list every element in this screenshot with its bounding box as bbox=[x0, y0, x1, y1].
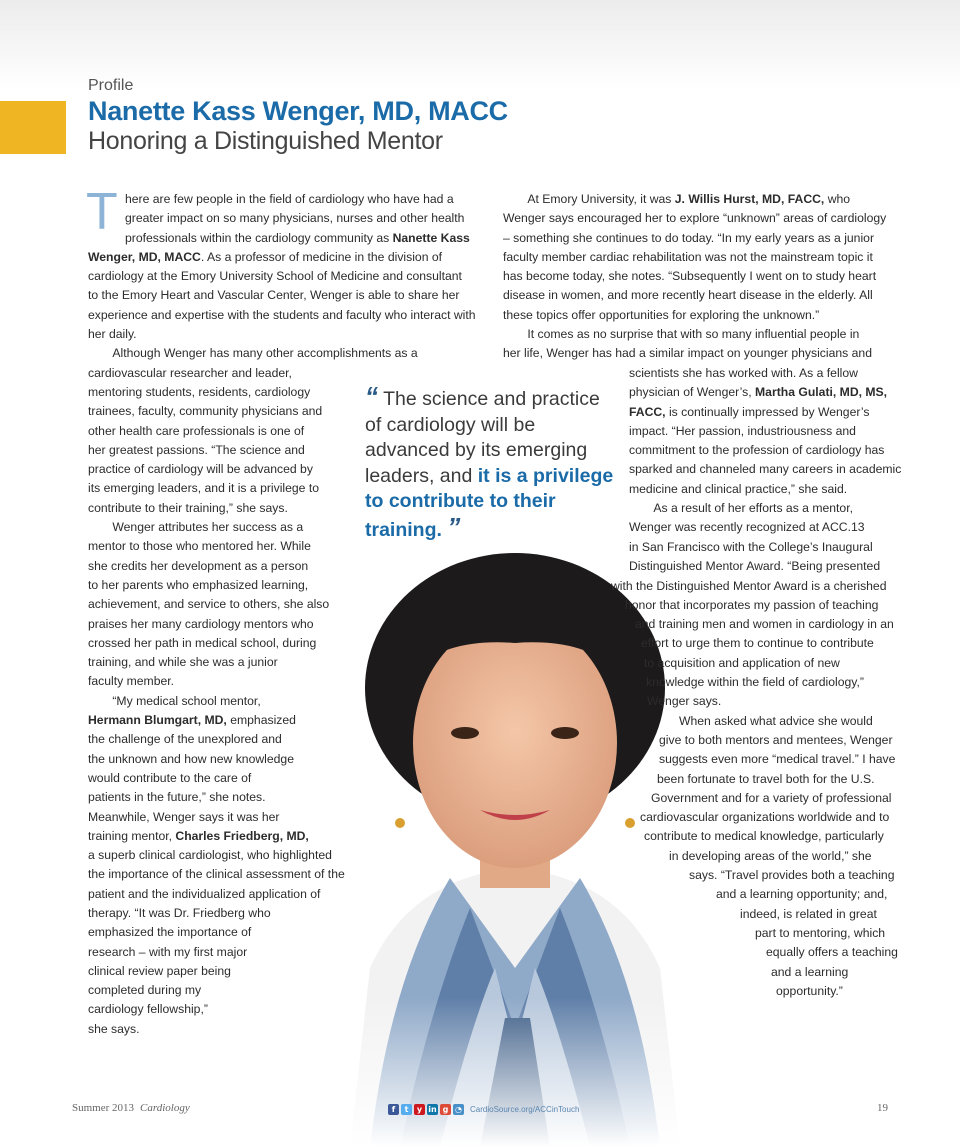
bold-name: Charles Friedberg, MD, bbox=[175, 828, 309, 843]
text-run: these topics offer opportunities for exploring the unknown.” bbox=[503, 307, 820, 322]
text-line bbox=[0, 673, 960, 692]
text-line bbox=[503, 267, 886, 286]
text-line bbox=[0, 712, 960, 731]
text-run: is continually impressed by Wenger’s bbox=[665, 404, 870, 419]
text-line bbox=[0, 827, 960, 846]
text-run: disease in women, and more recently heart disease in the elderly. All bbox=[503, 288, 873, 303]
text-run: in San Francisco with the College’s Inaugural bbox=[629, 540, 873, 554]
text-line bbox=[0, 982, 960, 1001]
close-quote-mark: ” bbox=[447, 511, 461, 542]
text-run: professionals within the cardiology community as bbox=[125, 230, 393, 245]
text-run: patients in the future,” she notes. bbox=[88, 790, 266, 805]
text-line bbox=[0, 654, 960, 673]
text-line bbox=[0, 750, 960, 769]
text-run: indeed, is related in great bbox=[740, 906, 877, 921]
footer-url[interactable]: CardioSource.org/ACCinTouch bbox=[470, 1104, 580, 1114]
pull-quote bbox=[365, 381, 615, 543]
text-run: medicine and clinical practice,” she said. bbox=[629, 481, 848, 496]
text-line bbox=[88, 286, 476, 305]
text-run: clinical review paper being bbox=[88, 963, 231, 978]
pull-quote-highlight: it is a privilege to contribute to their training. bbox=[365, 464, 614, 541]
text-run: she says. bbox=[88, 1021, 140, 1036]
text-line bbox=[88, 190, 476, 209]
text-line bbox=[503, 344, 886, 363]
article-title: Nanette Kass Wenger, MD, MACC bbox=[88, 96, 508, 126]
text-run: training, and while she was a junior bbox=[88, 655, 278, 670]
text-run: suggests even more “medical travel.” I have bbox=[659, 752, 896, 767]
text-run: Meanwhile, Wenger says it was her bbox=[88, 809, 280, 824]
text-line bbox=[0, 808, 960, 827]
text-line bbox=[0, 596, 960, 615]
text-line bbox=[88, 209, 476, 228]
text-line bbox=[629, 422, 901, 441]
text-run: cardiology at the Emory University School of Medicine and consultant bbox=[88, 269, 462, 284]
text-run: other health care professionals is one of bbox=[88, 423, 305, 438]
text-run: her life, Wenger has had a similar impact on younger physicians and bbox=[503, 346, 872, 361]
text-run: knowledge within the field of cardiology,” bbox=[646, 675, 864, 690]
text-line bbox=[629, 518, 901, 537]
text-line bbox=[629, 480, 901, 499]
text-run: Wenger attributes her success as a bbox=[88, 520, 304, 535]
bold-name: FACC, bbox=[629, 404, 666, 419]
text-line bbox=[0, 905, 960, 924]
text-run: emphasized bbox=[226, 713, 296, 728]
text-line bbox=[88, 364, 476, 383]
text-run: “My medical school mentor, bbox=[88, 693, 261, 708]
footer-season: Summer 2013 bbox=[72, 1102, 135, 1114]
text-run: with the Distinguished Mentor Award is a cherished bbox=[611, 578, 887, 593]
googleplus-icon[interactable]: g bbox=[440, 1104, 451, 1115]
text-run: to the Emory Heart and Vascular Center, Wenger is able to share her bbox=[88, 288, 460, 303]
article-subtitle: Honoring a Distinguished Mentor bbox=[88, 127, 443, 155]
text-line bbox=[0, 557, 960, 576]
text-run: crossed her path in medical school, during bbox=[88, 635, 317, 650]
social-links bbox=[388, 1102, 579, 1116]
text-run: – something she continues to do today. “In my early years as a junior bbox=[503, 230, 875, 245]
text-run: physician of Wenger’s, bbox=[629, 385, 756, 400]
text-line bbox=[503, 229, 886, 248]
text-line bbox=[88, 1020, 476, 1039]
text-run: here are few people in the field of cardiology who have had a bbox=[125, 192, 454, 206]
text-line bbox=[0, 731, 960, 750]
text-line bbox=[88, 344, 476, 363]
text-run: give to both mentors and mentees, Wenger bbox=[659, 732, 893, 747]
text-run: greater impact on so many physicians, nurses and other health bbox=[125, 211, 465, 226]
text-run: Wenger says encouraged her to explore “unknown” areas of cardiology bbox=[503, 211, 887, 226]
text-line bbox=[503, 209, 886, 228]
text-line bbox=[0, 943, 960, 962]
text-run: cardiovascular researcher and leader, bbox=[88, 365, 292, 380]
section-label: Profile bbox=[88, 77, 134, 94]
text-run: her greatest passions. “The science and bbox=[88, 442, 305, 457]
text-run: and a learning bbox=[771, 964, 849, 979]
text-run: Wenger says. bbox=[647, 694, 722, 709]
twitter-icon[interactable]: t bbox=[401, 1104, 412, 1115]
text-run: a superb clinical cardiologist, who highlighted bbox=[88, 848, 332, 863]
text-line bbox=[629, 499, 901, 518]
text-run: impact. “Her passion, industriousness and bbox=[629, 423, 856, 438]
text-run: the unknown and how new knowledge bbox=[88, 751, 294, 766]
text-run: faculty member. bbox=[88, 674, 175, 689]
rss-icon[interactable]: ◔ bbox=[453, 1104, 464, 1115]
text-run: Wenger was recently recognized at ACC.13 bbox=[629, 520, 865, 535]
text-line bbox=[503, 248, 886, 267]
text-run: . As a professor of medicine in the division of bbox=[200, 249, 443, 264]
text-run: opportunity.” bbox=[776, 983, 843, 998]
linkedin-icon[interactable]: in bbox=[428, 1104, 437, 1114]
text-line bbox=[88, 267, 476, 286]
text-line bbox=[503, 286, 886, 305]
text-run: contribute to medical knowledge, particularly bbox=[644, 829, 884, 844]
footer-issue bbox=[72, 1102, 190, 1114]
text-line bbox=[503, 190, 886, 209]
bold-name: J. Willis Hurst, MD, FACC, bbox=[674, 192, 825, 206]
facebook-icon[interactable]: f bbox=[388, 1104, 399, 1115]
text-run: experience and expertise with the students and faculty who interact with bbox=[88, 307, 476, 322]
text-run: Government and for a variety of professional bbox=[651, 790, 892, 805]
text-run: completed during my bbox=[88, 983, 202, 998]
text-line bbox=[629, 403, 901, 422]
text-run: cardiology fellowship,” bbox=[88, 1002, 208, 1017]
footer-magazine: Cardiology bbox=[140, 1102, 190, 1114]
text-run: As a result of her efforts as a mentor, bbox=[629, 501, 853, 516]
text-run: her daily. bbox=[88, 327, 137, 342]
text-run: scientists she has worked with. As a fellow bbox=[629, 366, 858, 380]
open-quote-mark: “ bbox=[365, 381, 378, 411]
text-run: therapy. “It was Dr. Friedberg who bbox=[88, 905, 271, 920]
text-run: commitment to the profession of cardiology has bbox=[629, 443, 885, 458]
bold-name: Hermann Blumgart, MD, bbox=[88, 713, 227, 728]
text-run: Distinguished Mentor Award. “Being presented bbox=[629, 559, 881, 574]
text-run: cardiovascular organizations worldwide and to bbox=[640, 810, 890, 825]
text-line bbox=[629, 364, 901, 383]
text-run: contribute to their training,” she says. bbox=[88, 500, 288, 515]
text-run: praises her many cardiology mentors who bbox=[88, 616, 314, 631]
text-run: achievement, and service to others, she also bbox=[88, 597, 330, 612]
text-run: and a learning opportunity; and, bbox=[716, 887, 888, 902]
text-run: in developing areas of the world,” she bbox=[669, 848, 872, 863]
right-column-bottom bbox=[0, 538, 960, 1001]
text-line bbox=[0, 789, 960, 808]
text-line bbox=[629, 383, 901, 402]
text-run: training mentor, bbox=[88, 828, 176, 843]
text-run: research – with my first major bbox=[88, 944, 248, 959]
text-line bbox=[0, 770, 960, 789]
text-run: At Emory University, it was bbox=[503, 192, 675, 206]
text-line bbox=[0, 634, 960, 653]
text-run: When asked what advice she would bbox=[679, 713, 873, 728]
text-run: faculty member cardiac rehabilitation was not the mainstream topic it bbox=[503, 249, 873, 264]
text-line bbox=[0, 885, 960, 904]
text-run: its emerging leaders, and it is a privilege to bbox=[88, 481, 320, 496]
text-line bbox=[503, 306, 886, 325]
text-line bbox=[0, 924, 960, 943]
text-run: the importance of the clinical assessment of the bbox=[88, 867, 345, 882]
text-run: sparked and channeled many careers in academic bbox=[629, 462, 902, 477]
right-column-wrap bbox=[629, 364, 901, 538]
text-line bbox=[88, 325, 476, 344]
accent-bar bbox=[0, 101, 66, 154]
text-line bbox=[0, 847, 960, 866]
text-run: It comes as no surprise that with so many influential people in bbox=[503, 327, 860, 342]
text-run: Although Wenger has many other accomplishments as a bbox=[88, 346, 418, 361]
text-line bbox=[88, 248, 476, 267]
text-run: mentor to those who mentored her. While bbox=[88, 539, 311, 554]
text-run: effort to urge them to continue to contribute bbox=[641, 636, 874, 651]
text-run: practice of cardiology will be advanced by bbox=[88, 462, 313, 477]
pull-quote-text: The science and practice of cardiology will be advanced by its emerging leaders, and bbox=[365, 388, 600, 487]
text-line bbox=[0, 866, 960, 885]
text-run: who bbox=[824, 192, 851, 206]
text-run: the challenge of the unexplored and bbox=[88, 732, 282, 747]
text-run: part to mentoring, which bbox=[755, 925, 886, 940]
text-run: trainees, faculty, community physicians and bbox=[88, 404, 323, 419]
text-line bbox=[0, 963, 960, 982]
text-line bbox=[503, 325, 886, 344]
text-run: to acquisition and application of new bbox=[644, 655, 840, 670]
text-line bbox=[629, 460, 901, 479]
text-line bbox=[88, 229, 476, 248]
text-line bbox=[0, 577, 960, 596]
drop-cap: T bbox=[86, 183, 118, 241]
text-run: she credits her development as a person bbox=[88, 558, 309, 573]
text-run: emphasized the importance of bbox=[88, 925, 252, 940]
text-line bbox=[0, 615, 960, 634]
text-run: says. “Travel provides both a teaching bbox=[689, 868, 895, 883]
bold-name: Nanette Kass bbox=[392, 230, 470, 245]
right-column-top bbox=[503, 190, 886, 364]
text-line bbox=[629, 441, 901, 460]
text-run: and training men and women in cardiology in an bbox=[635, 617, 894, 632]
page-number: 19 bbox=[877, 1102, 888, 1114]
youtube-icon[interactable]: y bbox=[414, 1104, 425, 1115]
text-run: patient and the individualized application of bbox=[88, 886, 321, 901]
text-run: would contribute to the care of bbox=[88, 770, 252, 785]
bold-name: Martha Gulati, MD, MS, bbox=[755, 385, 888, 400]
bold-name: Wenger, MD, MACC bbox=[88, 249, 201, 264]
text-line bbox=[88, 1000, 476, 1019]
text-run: equally offers a teaching bbox=[766, 945, 898, 960]
text-run: has become today, she notes. “Subsequently I went on to study heart bbox=[503, 269, 877, 284]
text-run: mentoring students, residents, cardiology bbox=[88, 384, 311, 399]
text-line bbox=[0, 692, 960, 711]
text-run: been fortunate to travel both for the U.S. bbox=[657, 771, 875, 786]
text-run: honor that incorporates my passion of teaching bbox=[625, 597, 879, 612]
text-line bbox=[88, 306, 476, 325]
text-run: to her parents who emphasized learning, bbox=[88, 577, 309, 592]
